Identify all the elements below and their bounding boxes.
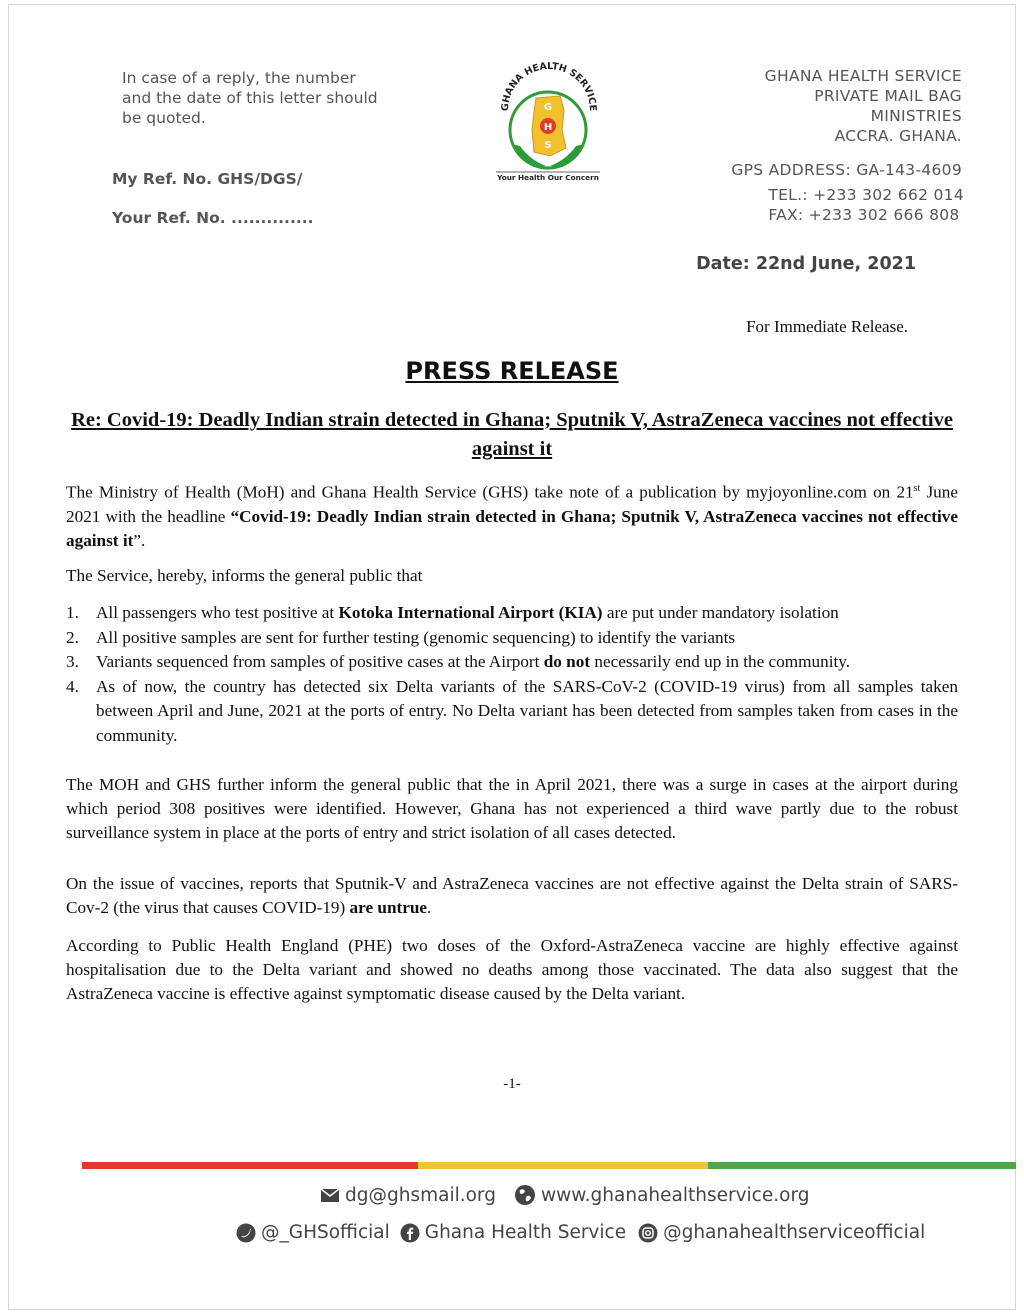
list-text: All positive samples are sent for further testing (genomic sequencing) to identify the variants [96,627,736,647]
list-text: Variants sequenced from samples of positive cases at the Airport [96,652,544,671]
contact-block [768,185,964,225]
notice-list [66,601,958,748]
list-text: necessarily end up in the community. [590,652,851,671]
para4-text-b: . [427,898,432,917]
para1-text-a: The Ministry of Health (MoH) and Ghana Health Service (GHS) take note of a publication by myjoyonline.com on 21 [66,482,914,502]
reply-note: In case of a reply, the number and the date of this letter should be quoted. [122,69,378,127]
twitter-icon [236,1223,256,1243]
para1-quoted-headline: “Covid-19: Deadly Indian strain detected in Ghana; Sputnik V, AstraZeneca vaccines not effective against it [66,506,958,550]
para1-text-b: June 2021 with the headline [66,482,958,526]
immediate-release-note: For Immediate Release. [746,317,908,336]
list-number: 2. [66,627,79,647]
logo-letter-h: H [543,122,553,133]
list-item [66,675,958,749]
paragraph-service: The Service, hereby, informs the general public that [66,566,423,585]
release-date: Date: 22nd June, 2021 [696,254,916,274]
logo-tagline: Your Health Our Concern [497,173,599,182]
para1-superscript: st [913,483,921,494]
address-block [765,66,962,146]
paragraph-vaccines [66,872,958,920]
paragraph-intro [66,477,958,553]
list-text: As of now, the country has detected six Delta variants of the SARS-CoV-2 (COVID-19 virus) from all samples taken between April and June, 2021 at the ports of entry. No Delta variant has been detected from samples taken from cases in the community. [96,676,958,745]
list-bold: do not [543,652,591,671]
address-line: GHANA HEALTH SERVICE [764,67,962,85]
footer-stripe-yellow [418,1162,708,1169]
para1-text-c: ”. [133,530,146,550]
footer-email[interactable]: dg@ghsmail.org [345,1184,496,1206]
footer-facebook[interactable]: Ghana Health Service [424,1222,627,1243]
globe-icon [514,1184,536,1206]
your-ref: Your Ref. No. .............. [112,209,314,227]
list-number: 1. [66,603,79,622]
list-item [66,650,958,675]
headline: Re: Covid-19: Deadly Indian strain detected in Ghana; Sputnik V, AstraZeneca vaccines not effective against it [71,409,953,460]
footer-stripe-red [82,1162,418,1169]
logo-letter-g: G [543,102,553,113]
footer-stripe-green [708,1162,1016,1169]
list-item [66,601,958,626]
list-item [66,626,958,651]
fax-number: FAX: +233 302 666 808 [768,206,960,224]
address-line: ACCRA. GHANA. [834,127,962,145]
page-number: -1- [503,1076,521,1092]
footer-contacts [320,1184,809,1206]
footer-social [236,1222,925,1243]
footer-instagram[interactable]: @ghanahealthserviceofficial [663,1222,926,1243]
footer-twitter[interactable]: @_GHSofficial [261,1222,390,1243]
paragraph-surge: The MOH and GHS further inform the general public that the in April 2021, there was a surge in cases at the airport during which period 308 positives were identified. However, Ghana has not experienced a third wave partly due to the robust surveillance system in place at the ports of entry and strict isolation of all cases detected. [66,775,958,842]
logo-letter-s: S [544,140,552,151]
tel-number: TEL.: +233 302 662 014 [768,186,964,204]
para4-bold: are untrue [349,898,428,917]
facebook-icon [400,1223,420,1243]
para4-text-a: On the issue of vaccines, reports that Sputnik-V and AstraZeneca vaccines are not effective against the Delta strain of SARS-Cov-2 (the virus that causes COVID-19) [66,874,958,917]
ghs-logo [490,60,606,186]
paragraph-phe: According to Public Health England (PHE) two doses of the Oxford-AstraZeneca vaccine are highly effective against hospitalisation due to the Delta variant and showed no deaths among those vaccinated. The data also suggest that the AstraZeneca vaccine is effective against symptomatic disease caused by the Delta variant. [66,936,958,1003]
footer-website[interactable]: www.ghanahealthservice.org [540,1184,810,1206]
envelope-icon [320,1188,340,1203]
instagram-icon [638,1223,658,1243]
address-line: PRIVATE MAIL BAG [814,87,962,105]
list-number: 4. [66,676,79,696]
my-ref: My Ref. No. GHS/DGS/ [112,170,303,188]
list-number: 3. [66,652,79,671]
gps-address: GPS ADDRESS: GA-143-4609 [731,161,962,179]
logo-ring-text: GHANA HEALTH SERVICE [499,60,599,112]
page-title: PRESS RELEASE [405,357,619,385]
address-line: MINISTRIES [870,107,962,125]
list-text: All passengers who test positive at [96,603,339,622]
list-bold: Kotoka International Airport (KIA) [338,603,603,622]
list-text: are put under mandatory isolation [602,603,839,622]
